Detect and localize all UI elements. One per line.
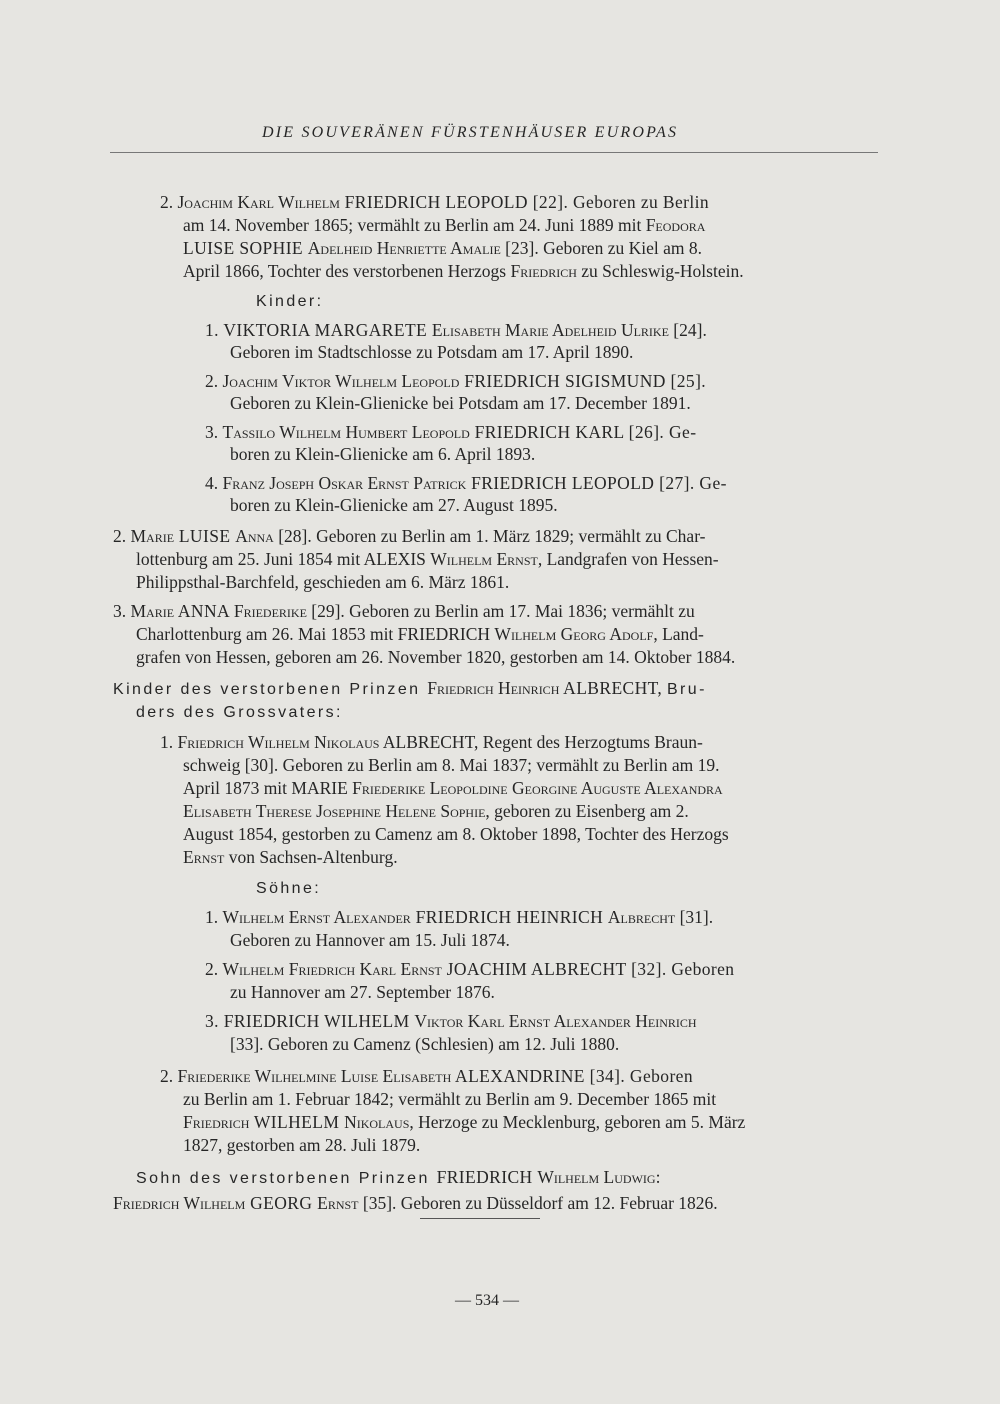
- text-run: FRIEDRICH HEINRICH: [410, 907, 608, 927]
- entry-marie-luise-line-2: [136, 548, 719, 570]
- child-3-line-2: boren zu Klein-Glienicke am 6. April 1893.: [230, 444, 536, 464]
- text-run: April 1866, Tochter des verstorbenen Herzogs: [183, 261, 511, 281]
- entry-marie-luise-line-3: Philippsthal-Barchfeld, geschieden am 6. März 1861.: [136, 572, 510, 592]
- text-run: am 14. November 1865; vermählt zu Berlin am 24. Juni 1889 mit: [183, 215, 646, 235]
- text-run: 2.: [160, 192, 178, 212]
- text-run: Nikolaus: [344, 1112, 410, 1132]
- text-run: 2.: [205, 959, 223, 979]
- text-run: Wilhelm Ludwig: [537, 1167, 656, 1187]
- text-run: 1. VIKTORIA MARGARETE: [205, 320, 432, 340]
- entry-alexandrine-line-3: [183, 1111, 745, 1133]
- page-number: — 534 —: [455, 1292, 519, 1309]
- text-run: 2.: [160, 1066, 178, 1086]
- text-run: 1.: [160, 732, 178, 752]
- text-run: , Landgrafen von Hessen-: [537, 549, 719, 569]
- entry-joachim-line-3: [183, 237, 702, 259]
- text-run: ALEXANDRINE [34]. Geboren: [451, 1066, 693, 1086]
- text-run: Ernst: [317, 1193, 359, 1213]
- text-run: Joachim Karl Wilhelm: [177, 192, 340, 212]
- child-3-line-1: [205, 421, 696, 443]
- section-ludwig-heading: [136, 1166, 660, 1190]
- entry-albrecht-line-3: [183, 777, 723, 799]
- text-run: WILHELM: [249, 1112, 345, 1132]
- text-run: von Sachsen-Altenburg.: [224, 847, 398, 867]
- text-run: GEORG: [245, 1193, 318, 1213]
- text-run: Bru-: [666, 681, 707, 698]
- text-run: Wilhelm Ernst: [430, 549, 538, 569]
- text-run: Friedrich Wilhelm Nikolaus: [177, 732, 380, 752]
- text-run: FRIEDRICH KARL [26]. Ge-: [469, 422, 697, 442]
- text-run: Albrecht: [607, 907, 676, 927]
- text-run: ders des Grossvaters:: [136, 704, 343, 721]
- text-run: lottenburg am 25. Juni 1854 mit ALEXIS: [136, 549, 431, 569]
- text-run: Friederike: [233, 601, 307, 621]
- entry-joachim-line-1: [160, 191, 709, 213]
- text-run: 3.: [205, 422, 223, 442]
- text-run: 3. FRIEDRICH WILHELM: [205, 1011, 415, 1031]
- text-run: [31].: [675, 907, 714, 927]
- entry-albrecht-line-4: [183, 800, 689, 822]
- entry-albrecht-line-5: August 1854, gestorben zu Camenz am 8. Oktober 1898, Tochter des Herzogs: [183, 824, 729, 844]
- entry-albrecht-line-2: schweig [30]. Geboren zu Berlin am 8. Mai 1837; vermählt zu Berlin am 19.: [183, 755, 720, 775]
- child-4-line-1: [205, 472, 727, 494]
- entry-joachim-line-2: [183, 214, 705, 236]
- text-run: ALBRECHT, Regent des Herzogtums Braun-: [379, 732, 703, 752]
- section-albrecht-line-2: [136, 700, 343, 724]
- text-run: Elisabeth Marie Adelheid Ulrike: [431, 320, 669, 340]
- son-2-line-2: zu Hannover am 27. September 1876.: [230, 982, 495, 1002]
- son-1-line-1: [205, 906, 713, 928]
- text-run: FRIEDRICH SIGISMUND [25].: [459, 371, 707, 391]
- text-run: :: [655, 1167, 661, 1187]
- end-rule: [420, 1218, 540, 1219]
- text-run: Charlottenburg am 26. Mai 1853 mit FRIEDRICH: [136, 624, 495, 644]
- text-run: Joachim Viktor Wilhelm Leopold: [222, 371, 460, 391]
- section-albrecht-line-1: [113, 677, 707, 701]
- text-run: zu Schleswig-Holstein.: [576, 261, 744, 281]
- child-1-line-1: [205, 319, 707, 341]
- text-run: FRIEDRICH: [436, 1167, 538, 1187]
- text-run: Kinder des verstorbenen Prinzen: [113, 681, 428, 698]
- child-4-line-2: boren zu Klein-Glienicke am 27. August 1895.: [230, 495, 558, 515]
- child-1-line-2: Geboren im Stadtschlosse zu Potsdam am 17. April 1890.: [230, 342, 634, 362]
- text-run: Friedrich Heinrich: [427, 678, 560, 698]
- text-run: JOACHIM ALBRECHT [32]. Geboren: [441, 959, 735, 979]
- text-run: 3.: [113, 601, 131, 621]
- entry-albrecht-line-1: [160, 731, 703, 753]
- text-run: Ernst: [183, 847, 225, 867]
- text-run: Viktor Karl Ernst Alexander Heinrich: [414, 1011, 697, 1031]
- text-run: 2.: [113, 526, 131, 546]
- entry-alexandrine-line-1: [160, 1065, 693, 1087]
- text-run: Wilhelm Ernst Alexander: [222, 907, 411, 927]
- text-run: 2.: [205, 371, 223, 391]
- text-run: April 1873 mit MARIE: [183, 778, 353, 798]
- text-run: , geboren zu Eisenberg am 2.: [485, 801, 689, 821]
- son-1-line-2: Geboren zu Hannover am 15. Juli 1874.: [230, 930, 510, 950]
- text-run: Tassilo Wilhelm Humbert Leopold: [222, 422, 470, 442]
- text-run: LUISE SOPHIE: [183, 238, 308, 258]
- text-run: 1.: [205, 907, 223, 927]
- text-run: Friederike Leopoldine Georgine Auguste Alexandra: [352, 778, 723, 798]
- entry-albrecht-line-6: [183, 846, 398, 868]
- text-run: Anna: [235, 526, 274, 546]
- entry-marie-luise-line-1: [113, 525, 706, 547]
- text-run: Friedrich Wilhelm: [113, 1193, 246, 1213]
- header-rule: [110, 152, 878, 153]
- text-run: LUISE: [174, 526, 236, 546]
- text-run: 4.: [205, 473, 223, 493]
- text-run: Marie: [130, 601, 175, 621]
- text-run: FRIEDRICH LEOPOLD [22]. Geboren zu Berlin: [339, 192, 710, 212]
- text-run: ANNA: [174, 601, 234, 621]
- entry-alexandrine-line-4: 1827, gestorben am 28. Juli 1879.: [183, 1135, 421, 1155]
- text-run: Friedrich: [183, 1112, 250, 1132]
- text-run: Feodora: [645, 215, 706, 235]
- entry-marie-anna-line-3: grafen von Hessen, geboren am 26. November 1820, gestorben am 14. Oktober 1884.: [136, 647, 736, 667]
- entry-alexandrine-line-2: zu Berlin am 1. Februar 1842; vermählt zu Berlin am 9. December 1865 mit: [183, 1089, 717, 1109]
- text-run: Friederike Wilhelmine Luise Elisabeth: [177, 1066, 452, 1086]
- text-run: , Herzoge zu Mecklenburg, geboren am 5. März: [409, 1112, 746, 1132]
- text-run: Marie: [130, 526, 175, 546]
- text-run: [35]. Geboren zu Düsseldorf am 12. Februar 1826.: [358, 1193, 718, 1213]
- child-2-line-2: Geboren zu Klein-Glienicke bei Potsdam am 17. December 1891.: [230, 393, 691, 413]
- text-run: FRIEDRICH LEOPOLD [27]. Ge-: [466, 473, 727, 493]
- text-run: ALBRECHT,: [559, 678, 667, 698]
- son-3-line-1: [205, 1010, 697, 1032]
- text-run: Adelheid Henriette Amalie: [307, 238, 501, 258]
- son-2-line-1: [205, 958, 734, 980]
- running-title: DIE SOUVERÄNEN FÜRSTENHÄUSER EUROPAS: [262, 124, 679, 141]
- text-run: Franz Joseph Oskar Ernst Patrick: [222, 473, 467, 493]
- text-run: , Land-: [653, 624, 704, 644]
- subheading-kinder: Kinder:: [256, 293, 324, 310]
- text-run: Elisabeth Therese Josephine Helene Sophie: [183, 801, 486, 821]
- text-run: Sohn des verstorbenen Prinzen: [136, 1170, 437, 1187]
- text-run: Wilhelm Georg Adolf: [494, 624, 654, 644]
- text-run: Friedrich: [510, 261, 577, 281]
- entry-joachim-line-4: [183, 260, 744, 282]
- text-run: [28]. Geboren zu Berlin am 1. März 1829; vermählt zu Char-: [273, 526, 706, 546]
- son-3-line-2: [33]. Geboren zu Camenz (Schlesien) am 12. Juli 1880.: [230, 1034, 620, 1054]
- subheading-soehne: Söhne:: [256, 880, 322, 897]
- text-run: Wilhelm Friedrich Karl Ernst: [222, 959, 442, 979]
- text-run: [29]. Geboren zu Berlin am 17. Mai 1836; vermählt zu: [306, 601, 695, 621]
- child-2-line-1: [205, 370, 706, 392]
- entry-marie-anna-line-2: [136, 623, 704, 645]
- entry-marie-anna-line-1: [113, 600, 695, 622]
- entry-ludwig-line: [113, 1192, 718, 1214]
- text-run: [23]. Geboren zu Kiel am 8.: [500, 238, 702, 258]
- text-run: [24].: [668, 320, 707, 340]
